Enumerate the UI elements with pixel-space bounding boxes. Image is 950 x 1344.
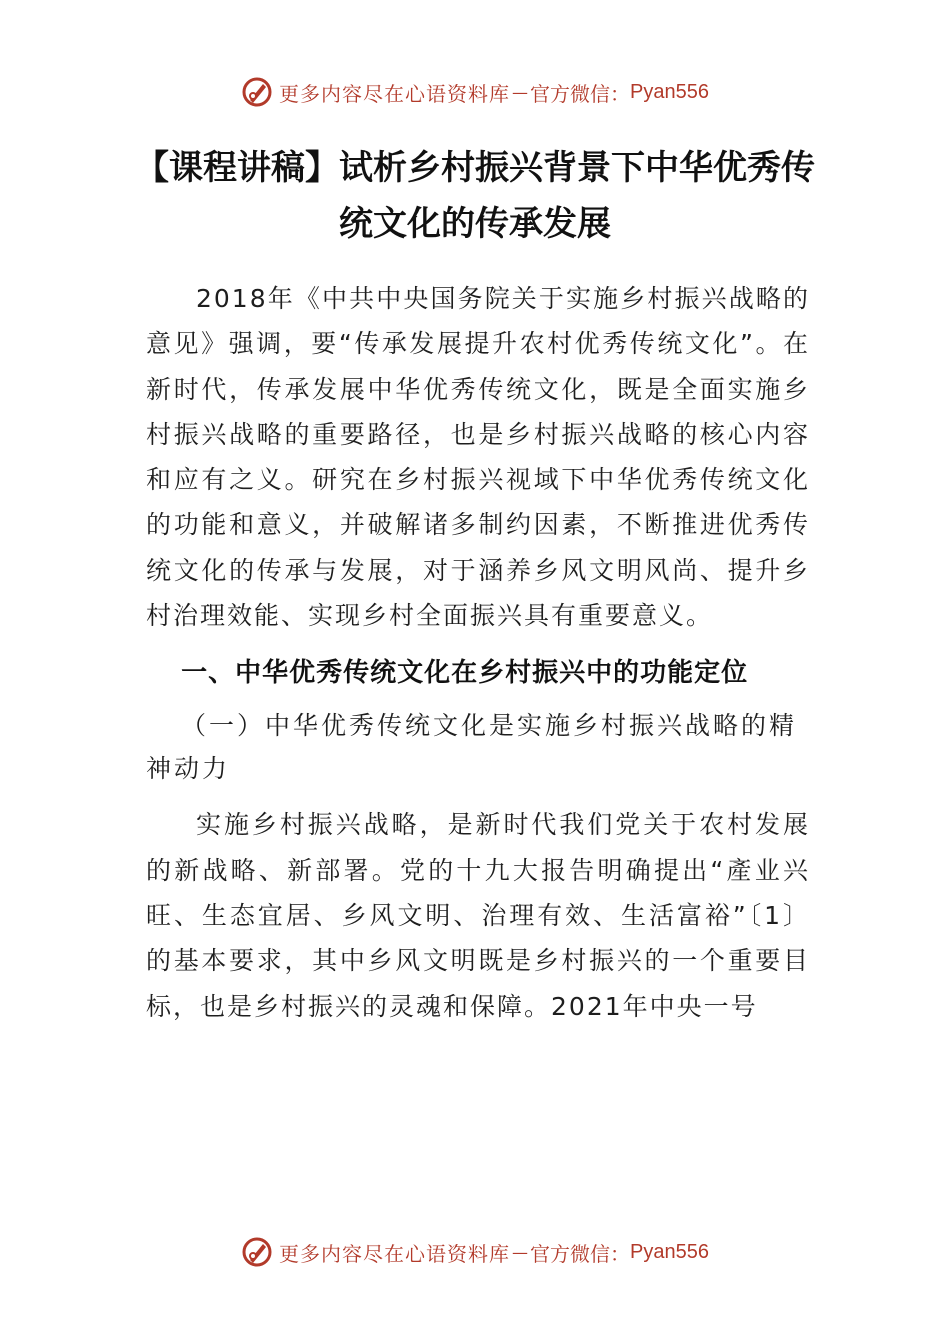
banner-separator: — (512, 82, 529, 102)
banner-text: 更多内容尽在心语资料库 (279, 1241, 511, 1266)
red-pen-logo-icon (241, 1236, 273, 1268)
body-paragraph: 实施乡村振兴战略，是新时代我们党关于农村发展的新战略、新部署。党的十九大报告明确提出“產业兴旺、生态宜居、乡风文明、治理有效、生活富裕”〔1〕的基本要求，其中乡风文明既是乡村振兴的一个重要目标，也是乡村振兴的灵魂和保障。2021年中央一号 (146, 810, 810, 1021)
document-body (146, 276, 810, 1029)
intro-paragraph: 2018年《中共中央国务院关于实施乡村振兴战略的意见》强调，要“传承发展提升农村优秀传统文化”。在新时代，传承发展中华优秀传统文化，既是全面实施乡村振兴战略的重要路径，也是乡村振兴战略的核心内容和应有之义。研究在乡村振兴视域下中华优秀传统文化的功能和意义，并破解诸多制约因素，不断推进优秀传统文化的传承与发展，对于涵养乡风文明风尚、提升乡村治理效能、实现乡村全面振兴具有重要意义。 (146, 284, 810, 631)
banner-wechat-label: 官方微信： (530, 1241, 631, 1266)
header-banner (0, 72, 950, 112)
document-title: 【课程讲稿】试析乡村振兴背景下中华优秀传统文化的传承发展 (135, 148, 815, 244)
banner-separator: — (512, 1242, 529, 1262)
section-heading: 一、中华优秀传统文化在乡村振兴中的功能定位 (181, 658, 749, 689)
banner-wechat-id: Pyan556 (630, 1240, 709, 1263)
red-pen-logo-icon (241, 76, 273, 108)
banner-text: 更多内容尽在心语资料库 (279, 81, 511, 106)
banner-wechat-id: Pyan556 (630, 80, 709, 103)
subsection-heading: （一）中华优秀传统文化是实施乡村振兴战略的精神动力 (146, 711, 798, 784)
footer-banner (0, 1232, 950, 1272)
banner-wechat-label: 官方微信： (530, 81, 631, 106)
